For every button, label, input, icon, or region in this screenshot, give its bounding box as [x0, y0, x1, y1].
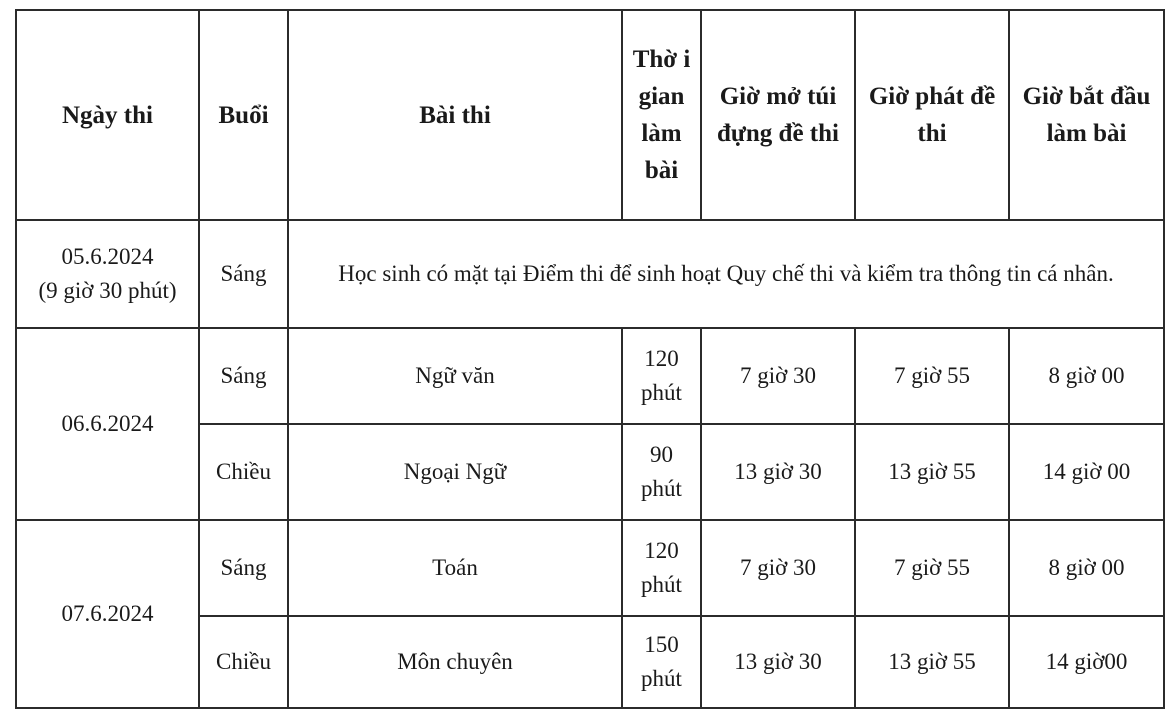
- hand-out-time-cell: 13 giờ 55: [855, 616, 1009, 708]
- session-cell: Chiều: [199, 616, 288, 708]
- header-exam-date: Ngày thi: [16, 10, 199, 220]
- duration-unit: phút: [641, 380, 682, 405]
- table-row: [16, 520, 1164, 616]
- exam-date-cell: [16, 220, 199, 328]
- header-start-time: Giờ bắt đầu làm bài: [1009, 10, 1164, 220]
- session-cell: Sáng: [199, 220, 288, 328]
- duration-value: 120: [644, 346, 679, 371]
- header-subject: Bài thi: [288, 10, 622, 220]
- duration-value: 150: [644, 632, 679, 657]
- start-time-cell: 14 giờ00: [1009, 616, 1164, 708]
- hand-out-time-cell: 13 giờ 55: [855, 424, 1009, 520]
- exam-schedule-table: [15, 9, 1165, 709]
- subject-cell: Ngữ văn: [288, 328, 622, 424]
- open-bag-time-cell: 7 giờ 30: [701, 328, 855, 424]
- duration-cell: [622, 424, 701, 520]
- start-time-cell: 14 giờ 00: [1009, 424, 1164, 520]
- subject-cell: Ngoại Ngữ: [288, 424, 622, 520]
- subject-cell: Môn chuyên: [288, 616, 622, 708]
- exam-date-cell: 06.6.2024: [16, 328, 199, 520]
- header-hand-out-time: Giờ phát đề thi: [855, 10, 1009, 220]
- open-bag-time-cell: 13 giờ 30: [701, 616, 855, 708]
- table-row: [16, 220, 1164, 328]
- duration-value: 120: [644, 538, 679, 563]
- header-duration: Thờ i gian làm bài: [622, 10, 701, 220]
- duration-value: 90: [650, 442, 673, 467]
- duration-cell: [622, 616, 701, 708]
- session-cell: Sáng: [199, 328, 288, 424]
- session-cell: Sáng: [199, 520, 288, 616]
- header-session: Buổi: [199, 10, 288, 220]
- duration-cell: [622, 328, 701, 424]
- duration-unit: phút: [641, 572, 682, 597]
- open-bag-time-cell: 13 giờ 30: [701, 424, 855, 520]
- duration-unit: phút: [641, 476, 682, 501]
- start-time-cell: 8 giờ 00: [1009, 520, 1164, 616]
- exam-date: 05.6.2024: [61, 244, 154, 269]
- table-row: [16, 328, 1164, 424]
- start-time-cell: 8 giờ 00: [1009, 328, 1164, 424]
- open-bag-time-cell: 7 giờ 30: [701, 520, 855, 616]
- header-open-bag-time: Giờ mở túi đựng đề thi: [701, 10, 855, 220]
- exam-date-time: (9 giờ 30 phút): [38, 278, 177, 303]
- duration-unit: phút: [641, 666, 682, 691]
- subject-cell: Toán: [288, 520, 622, 616]
- header-row: [16, 10, 1164, 220]
- exam-date-cell: 07.6.2024: [16, 520, 199, 708]
- hand-out-time-cell: 7 giờ 55: [855, 328, 1009, 424]
- session-cell: Chiều: [199, 424, 288, 520]
- hand-out-time-cell: 7 giờ 55: [855, 520, 1009, 616]
- duration-cell: [622, 520, 701, 616]
- notice-cell: Học sinh có mặt tại Điểm thi để sinh hoạt Quy chế thi và kiểm tra thông tin cá nhân.: [288, 220, 1164, 328]
